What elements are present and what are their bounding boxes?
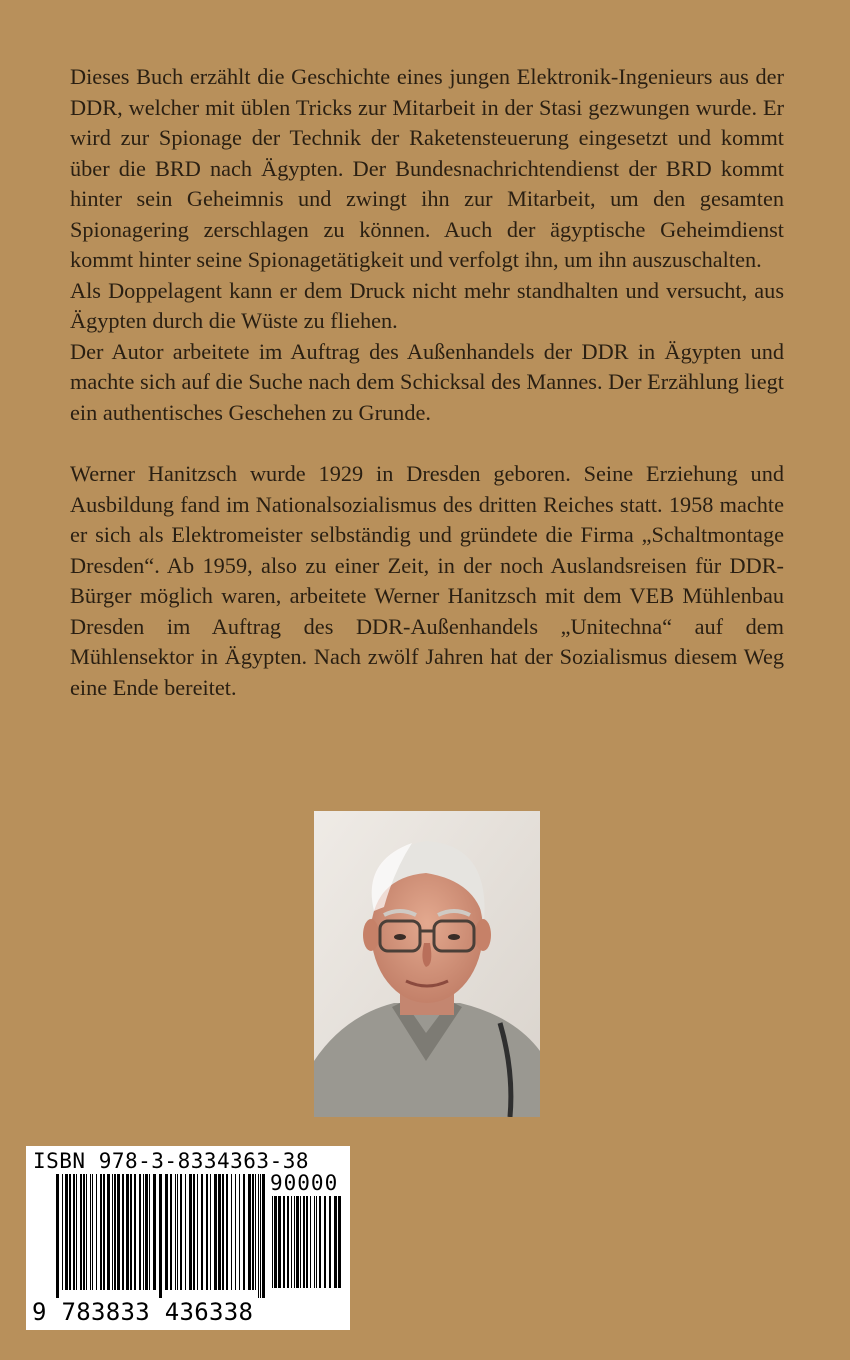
price-code: 90000 bbox=[270, 1171, 339, 1195]
barcode-bar-18 bbox=[122, 1174, 124, 1290]
barcode-bar-47 bbox=[243, 1174, 245, 1290]
barcode-bar-22 bbox=[139, 1174, 141, 1290]
barcode-bar-17 bbox=[334, 1196, 337, 1288]
synopsis-paragraph bbox=[70, 62, 784, 428]
barcode-bar-50 bbox=[255, 1174, 256, 1290]
barcode-bar-23 bbox=[143, 1174, 144, 1290]
barcode-bar-37 bbox=[201, 1174, 203, 1290]
barcode-bar-14 bbox=[319, 1196, 321, 1288]
barcode-bar-21 bbox=[134, 1174, 136, 1290]
barcode-bar-15 bbox=[112, 1174, 113, 1290]
barcode-bar-42 bbox=[222, 1174, 224, 1290]
barcode-bar-44 bbox=[231, 1174, 232, 1290]
barcode-bar-28 bbox=[165, 1174, 168, 1290]
barcode-bar-14 bbox=[107, 1174, 110, 1290]
barcode-bar-32 bbox=[180, 1174, 182, 1290]
addon-barcode-bars bbox=[272, 1196, 344, 1296]
barcode-bar-3 bbox=[283, 1196, 285, 1288]
barcode-bar-15 bbox=[324, 1196, 326, 1288]
barcode-bar-2 bbox=[278, 1196, 281, 1288]
barcode-bar-29 bbox=[170, 1174, 172, 1290]
author-photo bbox=[314, 811, 540, 1117]
barcode-bar-11 bbox=[96, 1174, 97, 1290]
barcode-bar-31 bbox=[177, 1174, 178, 1290]
barcode-bar-24 bbox=[145, 1174, 148, 1290]
barcode-bar-1 bbox=[62, 1174, 63, 1290]
barcode-bar-7 bbox=[296, 1196, 299, 1288]
author-portrait-image bbox=[314, 811, 540, 1117]
barcode-bar-3 bbox=[69, 1174, 71, 1290]
barcode-bar-27 bbox=[159, 1174, 162, 1298]
barcode-bar-6 bbox=[294, 1196, 295, 1288]
barcode-bar-26 bbox=[153, 1174, 156, 1290]
barcode-bar-45 bbox=[235, 1174, 236, 1290]
synopsis-line-1: Dieses Buch erzählt die Geschichte eines jungen Elektronik-Ingenieurs aus der DDR, welcher mit üblen Tricks zur Mitarbeit in der Stasi gezwungen wurde. Er wird zur Spionage der Technik der Raketensteuerung eingesetzt und kommt über die BRD nach Ägypten. Der Bundesnachrichtendienst der BRD kommt hinter sein Geheimnis und zwingt ihn zur Mitarbeit, um den gesamten Spionagering zerschlagen zu können. Auch der ägyptische Geheimdienst kommt hinter seine Spionagetätigkeit und verfolgt ihn, um ihn auszuschalten. bbox=[70, 64, 784, 272]
barcode-bar-38 bbox=[206, 1174, 208, 1290]
barcode-bar-17 bbox=[117, 1174, 120, 1290]
barcode-bar-30 bbox=[175, 1174, 176, 1290]
barcode-bar-8 bbox=[300, 1196, 301, 1288]
barcode-bar-34 bbox=[189, 1174, 192, 1290]
barcode-bar-51 bbox=[258, 1174, 259, 1298]
barcode-bar-13 bbox=[316, 1196, 317, 1288]
barcode-bar-19 bbox=[126, 1174, 129, 1290]
barcode-bar-12 bbox=[314, 1196, 315, 1288]
barcode-bar-18 bbox=[338, 1196, 341, 1288]
barcode-bar-25 bbox=[149, 1174, 150, 1290]
author-bio-paragraph: Werner Hanitzsch wurde 1929 in Dresden geboren. Seine Erziehung und Ausbildung fand im Nationalsozialismus des dritten Reiches statt. 1958 machte er sich als Elektromeister selbständig und gründete die Firma „Schaltmontage Dresden“. Ab 1959, also zu einer Zeit, in der noch Auslandsreisen für DDR-Bürger möglich waren, arbeitete Werner Hanitzsch mit dem VEB Mühlenbau Dresden im Auftrag des DDR-Außenhandels „Unitechna“ auf dem Mühlensektor in Ägypten. Nach zwölf Jahren hat der Sozialismus diesem Weg eine Ende bereitet. bbox=[70, 461, 784, 700]
barcode-bar-33 bbox=[185, 1174, 186, 1290]
barcode-bar-0 bbox=[56, 1174, 59, 1298]
barcode-bar-52 bbox=[260, 1174, 261, 1298]
barcode-bar-10 bbox=[92, 1174, 93, 1290]
barcode-bar-5 bbox=[76, 1174, 77, 1290]
barcode-bar-48 bbox=[248, 1174, 251, 1290]
barcode-bar-41 bbox=[218, 1174, 221, 1290]
back-cover-blurb bbox=[70, 62, 784, 703]
barcode-bar-46 bbox=[239, 1174, 240, 1290]
ean-digits: 9 783833 436338 bbox=[32, 1298, 254, 1326]
barcode-bar-11 bbox=[310, 1196, 311, 1288]
barcode-bar-40 bbox=[214, 1174, 217, 1290]
barcode-bar-36 bbox=[197, 1174, 198, 1290]
barcode-bar-16 bbox=[114, 1174, 116, 1290]
synopsis-line-2: Als Doppelagent kann er dem Druck nicht mehr standhalten und versucht, aus Ägypten durch die Wüste zu fliehen. bbox=[70, 277, 784, 333]
barcode-bar-0 bbox=[272, 1196, 273, 1288]
barcode-bar-6 bbox=[80, 1174, 82, 1290]
barcode-bar-39 bbox=[210, 1174, 211, 1290]
barcode-bar-4 bbox=[287, 1196, 289, 1288]
synopsis-line-3: Der Autor arbeitete im Auftrag des Außenhandels der DDR in Ägypten und machte sich auf die Suche nach dem Schicksal des Mannes. Der Erzählung liegt ein authentisches Geschehen zu Grunde. bbox=[70, 338, 784, 425]
barcode-bar-53 bbox=[262, 1174, 265, 1298]
barcode-bar-16 bbox=[329, 1196, 331, 1288]
barcode-bar-13 bbox=[103, 1174, 105, 1290]
barcode-bar-35 bbox=[193, 1174, 195, 1290]
barcode-bar-10 bbox=[306, 1196, 308, 1288]
barcode-bar-49 bbox=[252, 1174, 254, 1290]
barcode-bar-2 bbox=[65, 1174, 68, 1290]
isbn-label: ISBN 978-3-8334363-38 bbox=[33, 1149, 310, 1173]
barcode-bar-12 bbox=[100, 1174, 102, 1290]
barcode-bar-1 bbox=[274, 1196, 277, 1288]
barcode-bar-8 bbox=[86, 1174, 87, 1290]
barcode-bar-4 bbox=[73, 1174, 75, 1290]
barcode-bar-9 bbox=[90, 1174, 91, 1290]
barcode-bar-9 bbox=[303, 1196, 305, 1288]
ean-barcode-bars bbox=[56, 1174, 266, 1298]
isbn-barcode bbox=[26, 1146, 350, 1330]
barcode-bar-43 bbox=[226, 1174, 228, 1290]
barcode-bar-5 bbox=[291, 1196, 292, 1288]
barcode-bar-20 bbox=[130, 1174, 132, 1290]
barcode-bar-7 bbox=[83, 1174, 85, 1290]
